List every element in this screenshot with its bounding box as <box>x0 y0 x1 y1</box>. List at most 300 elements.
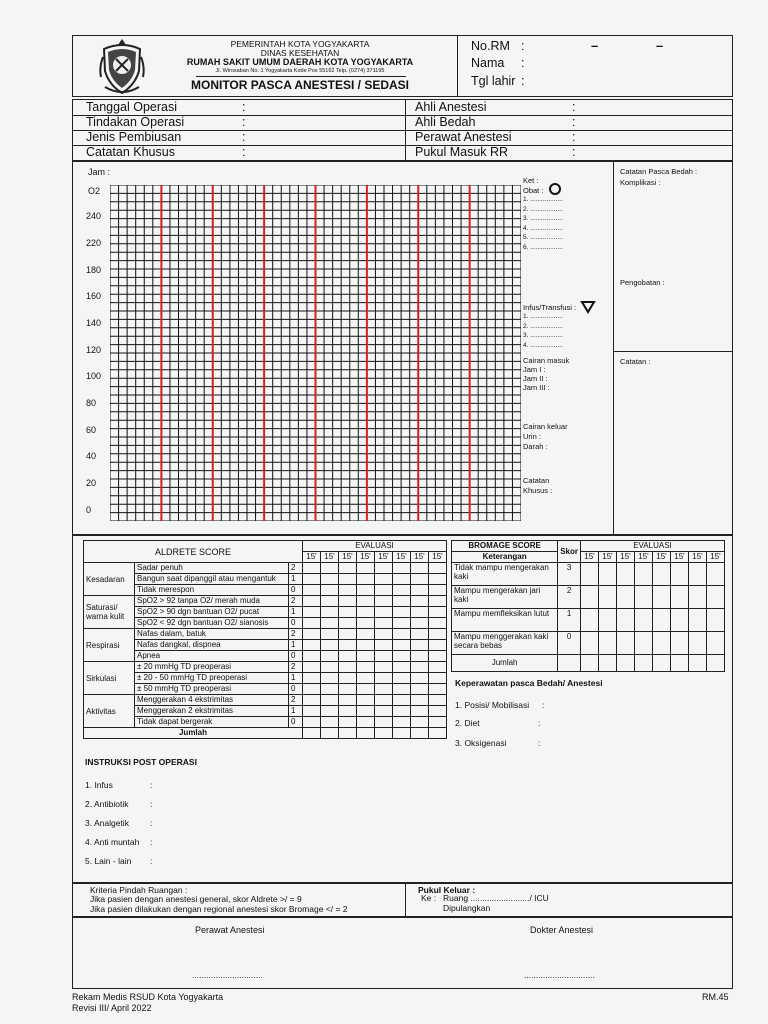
bromage-eval-cell <box>689 609 707 632</box>
aldrete-eval-cell <box>411 651 429 662</box>
aldrete-eval-cell <box>339 662 357 673</box>
aldrete-criterion: Apnea <box>135 651 289 662</box>
bromage-eval-cell <box>689 632 707 655</box>
aldrete-eval-cell <box>375 717 393 728</box>
aldrete-score-value: 1 <box>289 607 303 618</box>
aldrete-eval-cell <box>357 618 375 629</box>
bromage-interval: 15' <box>689 552 707 563</box>
header-address: Jl. Wirosaban No. 1 Yogyakarta Kode Pos 55162 Telp. (0274) 371195 <box>215 68 385 74</box>
aldrete-eval-cell <box>393 684 411 695</box>
aldrete-group-name: Respirasi <box>84 629 135 662</box>
infus-line: 4. .................. <box>523 341 563 349</box>
aldrete-eval-cell <box>339 651 357 662</box>
aldrete-interval: 15' <box>411 552 429 563</box>
aldrete-criterion: Nafas dangkal, dispnea <box>135 640 289 651</box>
bromage-eval-cell <box>671 632 689 655</box>
aldrete-eval-cell <box>429 651 447 662</box>
aldrete-eval-cell <box>429 662 447 673</box>
aldrete-eval-cell <box>411 596 429 607</box>
catatan-label: Catatan <box>523 476 550 485</box>
perawat-signature-line: .............................. <box>192 970 263 980</box>
aldrete-eval-cell <box>393 585 411 596</box>
aldrete-eval-cell <box>321 618 339 629</box>
keperawatan-title: Keperawatan pasca Bedah/ Anestesi <box>455 678 603 688</box>
kriteria-title: Kriteria Pindah Ruangan : <box>90 885 188 895</box>
city-emblem-icon <box>97 37 147 95</box>
aldrete-eval-cell <box>321 706 339 717</box>
aldrete-eval-cell <box>375 662 393 673</box>
aldrete-eval-cell <box>411 585 429 596</box>
bromage-jumlah-cell <box>707 655 725 672</box>
header-rule <box>196 76 406 77</box>
aldrete-eval-cell <box>303 607 321 618</box>
obat-line: 2. .................. <box>523 205 563 213</box>
aldrete-eval-cell <box>321 717 339 728</box>
aldrete-eval-cell <box>339 640 357 651</box>
aldrete-eval-cell <box>375 706 393 717</box>
aldrete-eval-cell <box>339 574 357 585</box>
aldrete-eval-cell <box>339 717 357 728</box>
tanggal-operasi-sep: : <box>242 100 246 114</box>
instruksi-item: 5. Lain - lain <box>85 856 132 866</box>
aldrete-criterion: Menggerakan 2 ekstrimitas <box>135 706 289 717</box>
aldrete-eval-cell <box>321 607 339 618</box>
notes-catatan-label: Catatan : <box>620 357 651 366</box>
aldrete-eval-cell <box>393 695 411 706</box>
aldrete-interval: 15' <box>321 552 339 563</box>
y-tick-label: 80 <box>86 398 97 408</box>
bromage-eval-cell <box>599 632 617 655</box>
aldrete-criterion: SpO2 > 92 tanpa O2/ merah muda <box>135 596 289 607</box>
aldrete-eval-cell <box>357 629 375 640</box>
obat-line: 4. .................. <box>523 224 563 232</box>
aldrete-eval-cell <box>357 596 375 607</box>
nama-label: Nama <box>471 56 505 70</box>
aldrete-eval-cell <box>321 651 339 662</box>
aldrete-eval-cell <box>339 618 357 629</box>
aldrete-score-value: 0 <box>289 717 303 728</box>
aldrete-eval-cell <box>429 695 447 706</box>
aldrete-group-name: Kesadaran <box>84 563 135 596</box>
bromage-eval-cell <box>653 609 671 632</box>
aldrete-eval-cell <box>411 607 429 618</box>
aldrete-eval-cell <box>303 651 321 662</box>
komplikasi-label: Komplikasi : <box>620 178 661 187</box>
aldrete-eval-cell <box>321 640 339 651</box>
aldrete-eval-cell <box>303 640 321 651</box>
aldrete-eval-cell <box>357 717 375 728</box>
aldrete-criterion: SpO2 < 92 dgn bantuan O2/ sianosis <box>135 618 289 629</box>
bromage-criterion: Mampu mengerakan jari kaki <box>452 586 558 609</box>
aldrete-criterion: Sadar penuh <box>135 563 289 574</box>
aldrete-eval-cell <box>303 717 321 728</box>
darah-label: Darah : <box>523 442 548 451</box>
bromage-eval-cell <box>671 563 689 586</box>
aldrete-evaluasi-header: EVALUASI <box>303 541 447 552</box>
pukul-masuk-rr-sep: : <box>572 145 576 159</box>
aldrete-eval-cell <box>393 574 411 585</box>
aldrete-eval-cell <box>339 673 357 684</box>
jam-3-label: Jam III : <box>523 383 550 392</box>
aldrete-interval: 15' <box>393 552 411 563</box>
aldrete-eval-cell <box>411 717 429 728</box>
aldrete-criterion: Tidak dapat bergerak <box>135 717 289 728</box>
aldrete-eval-cell <box>339 607 357 618</box>
aldrete-score-value: 1 <box>289 640 303 651</box>
aldrete-criterion: Menggerakan 4 ekstrimitas <box>135 695 289 706</box>
norm-dash-1: – <box>591 38 599 53</box>
aldrete-interval: 15' <box>357 552 375 563</box>
y-tick-label: 20 <box>86 478 97 488</box>
ahli-bedah-label: Ahli Bedah <box>415 115 476 129</box>
form-title: MONITOR PASCA ANESTESI / SEDASI <box>190 78 410 92</box>
aldrete-jumlah-cell <box>375 728 393 739</box>
aldrete-eval-cell <box>339 596 357 607</box>
infus-label: Infus/Transfusi : <box>523 303 577 312</box>
bromage-eval-cell <box>635 586 653 609</box>
aldrete-eval-cell <box>375 607 393 618</box>
bromage-eval-cell <box>653 586 671 609</box>
bromage-score-value: 0 <box>558 632 581 655</box>
aldrete-eval-cell <box>303 706 321 717</box>
posisi-item: 1. Posisi/ Mobilisasi <box>455 700 530 710</box>
y-tick-label: 120 <box>86 345 102 355</box>
aldrete-eval-cell <box>375 651 393 662</box>
footer-left-1: Rekam Medis RSUD Kota Yogyakarta <box>72 992 224 1002</box>
bromage-score-value: 1 <box>558 609 581 632</box>
ahli-anestesi-sep: : <box>572 100 576 114</box>
infus-line: 3. .................. <box>523 332 563 339</box>
bromage-eval-cell <box>581 586 599 609</box>
bromage-jumlah: Jumlah <box>452 655 558 672</box>
header-divider <box>457 35 458 97</box>
bromage-interval: 15' <box>617 552 635 563</box>
aldrete-group-name: Sirkulasi <box>84 662 135 695</box>
aldrete-group-name: Aktivitas <box>84 695 135 728</box>
jam-2-label: Jam II : <box>523 374 548 383</box>
aldrete-eval-cell <box>393 706 411 717</box>
instruksi-item: 4. Anti muntah <box>85 837 140 847</box>
header-dept: DINAS KESEHATAN <box>260 48 340 58</box>
aldrete-eval-cell <box>375 585 393 596</box>
aldrete-eval-cell <box>375 640 393 651</box>
aldrete-score-value: 0 <box>289 651 303 662</box>
aldrete-eval-cell <box>429 574 447 585</box>
ket-label: Ket : <box>523 176 539 185</box>
bromage-skor-header: Skor <box>558 541 581 563</box>
o2-label: O2 <box>88 186 101 196</box>
bromage-jumlah-cell <box>599 655 617 672</box>
aldrete-criterion: ± 20 mmHg TD preoperasi <box>135 662 289 673</box>
aldrete-eval-cell <box>429 607 447 618</box>
aldrete-interval: 15' <box>303 552 321 563</box>
aldrete-eval-cell <box>411 629 429 640</box>
aldrete-eval-cell <box>393 596 411 607</box>
aldrete-eval-cell <box>303 585 321 596</box>
bromage-eval-cell <box>599 563 617 586</box>
catatan-khusus-sep: : <box>242 145 246 159</box>
tindakan-operasi-sep: : <box>242 115 246 129</box>
bromage-eval-cell <box>617 632 635 655</box>
aldrete-eval-cell <box>357 662 375 673</box>
aldrete-eval-cell <box>393 629 411 640</box>
notes-divider <box>613 161 614 535</box>
khusus-label: Khusus : <box>523 486 553 495</box>
aldrete-eval-cell <box>429 629 447 640</box>
nama-sep: : <box>521 56 525 70</box>
aldrete-eval-cell <box>357 684 375 695</box>
kriteria-line-2: Jika pasien dilakukan dengan regional anestesi skor Bromage </ = 2 <box>90 904 348 914</box>
y-tick-label: 160 <box>86 291 102 301</box>
ke-label: Ke : <box>421 893 437 903</box>
aldrete-score-value: 2 <box>289 662 303 673</box>
bromage-jumlah-skor <box>558 655 581 672</box>
footer-rm-code: RM.45 <box>702 992 729 1002</box>
aldrete-group-name: Saturasi/ warna kulit <box>84 596 135 629</box>
aldrete-eval-cell <box>429 673 447 684</box>
aldrete-eval-cell <box>393 640 411 651</box>
obat-line: 1. .................. <box>523 196 563 203</box>
aldrete-eval-cell <box>411 618 429 629</box>
bromage-jumlah-cell <box>689 655 707 672</box>
aldrete-criterion: ± 50 mmHg TD preoperasi <box>135 684 289 695</box>
y-tick-label: 140 <box>86 318 102 328</box>
bromage-eval-cell <box>617 586 635 609</box>
aldrete-eval-cell <box>357 607 375 618</box>
tgl-lahir-label: Tgl lahir <box>471 74 516 88</box>
bromage-eval-cell <box>689 586 707 609</box>
y-tick-label: 220 <box>86 238 102 248</box>
aldrete-score-table <box>83 540 447 739</box>
instruksi-colon: : <box>150 837 153 847</box>
bromage-eval-cell <box>707 586 725 609</box>
aldrete-eval-cell <box>375 684 393 695</box>
aldrete-score-value: 1 <box>289 706 303 717</box>
aldrete-eval-cell <box>429 585 447 596</box>
tanggal-operasi-label: Tanggal Operasi <box>86 100 178 114</box>
aldrete-eval-cell <box>303 673 321 684</box>
bromage-jumlah-cell <box>635 655 653 672</box>
bromage-jumlah-cell <box>581 655 599 672</box>
aldrete-eval-cell <box>411 684 429 695</box>
aldrete-criterion: Nafas dalam, batuk <box>135 629 289 640</box>
aldrete-eval-cell <box>321 695 339 706</box>
bromage-title: BROMAGE SCORE <box>452 541 558 552</box>
aldrete-score-value: 0 <box>289 684 303 695</box>
aldrete-eval-cell <box>429 706 447 717</box>
jam-1-label: Jam I : <box>523 365 546 374</box>
aldrete-eval-cell <box>393 662 411 673</box>
aldrete-eval-cell <box>303 563 321 574</box>
aldrete-jumlah-cell <box>339 728 357 739</box>
y-tick-label: 180 <box>86 265 102 275</box>
dokter-signature-line: .............................. <box>524 970 595 980</box>
bromage-score-value: 3 <box>558 563 581 586</box>
aldrete-score-value: 1 <box>289 574 303 585</box>
tgl-lahir-sep: : <box>521 74 525 88</box>
aldrete-eval-cell <box>393 607 411 618</box>
diet-item: 2. Diet <box>455 718 480 728</box>
bromage-eval-cell <box>599 609 617 632</box>
bromage-score-value: 2 <box>558 586 581 609</box>
aldrete-eval-cell <box>411 706 429 717</box>
aldrete-eval-cell <box>393 651 411 662</box>
aldrete-score-value: 2 <box>289 695 303 706</box>
aldrete-eval-cell <box>303 684 321 695</box>
aldrete-jumlah-cell <box>303 728 321 739</box>
aldrete-eval-cell <box>339 585 357 596</box>
jam-label: Jam : <box>88 167 111 177</box>
vital-signs-grid <box>110 185 521 521</box>
aldrete-eval-cell <box>357 640 375 651</box>
aldrete-eval-cell <box>375 695 393 706</box>
ahli-bedah-sep: : <box>572 115 576 129</box>
cairan-keluar-label: Cairan keluar <box>523 422 568 431</box>
aldrete-criterion: SpO2 > 90 dgn bantuan O2/ pucat <box>135 607 289 618</box>
dipulangkan-label: Dipulangkan <box>443 903 491 913</box>
aldrete-title: ALDRETE SCORE <box>84 541 303 563</box>
aldrete-eval-cell <box>411 574 429 585</box>
aldrete-eval-cell <box>357 585 375 596</box>
aldrete-eval-cell <box>375 629 393 640</box>
aldrete-eval-cell <box>321 629 339 640</box>
aldrete-eval-cell <box>339 629 357 640</box>
aldrete-eval-cell <box>375 618 393 629</box>
aldrete-eval-cell <box>375 574 393 585</box>
aldrete-eval-cell <box>321 662 339 673</box>
bromage-criterion: Mampu menggerakan kaki secara bebas <box>452 632 558 655</box>
aldrete-eval-cell <box>303 618 321 629</box>
aldrete-eval-cell <box>411 662 429 673</box>
bromage-eval-cell <box>617 563 635 586</box>
bromage-eval-cell <box>689 563 707 586</box>
aldrete-eval-cell <box>429 640 447 651</box>
cairan-masuk-label: Cairan masuk <box>523 356 570 365</box>
aldrete-interval: 15' <box>375 552 393 563</box>
aldrete-score-value: 2 <box>289 596 303 607</box>
pukul-masuk-rr-label: Pukul Masuk RR <box>415 145 509 159</box>
bromage-keterangan-header: Keterangan <box>452 552 558 563</box>
aldrete-criterion: Tidak merespon <box>135 585 289 596</box>
aldrete-eval-cell <box>321 574 339 585</box>
aldrete-eval-cell <box>357 651 375 662</box>
aldrete-jumlah-cell <box>321 728 339 739</box>
aldrete-eval-cell <box>321 563 339 574</box>
infus-line: 1. .................. <box>523 313 563 320</box>
dokter-signature-label: Dokter Anestesi <box>530 925 594 935</box>
obat-circle-icon <box>548 182 562 196</box>
bromage-eval-cell <box>599 586 617 609</box>
norm-dash-2: – <box>656 38 664 53</box>
aldrete-eval-cell <box>303 629 321 640</box>
aldrete-eval-cell <box>357 574 375 585</box>
aldrete-interval: 15' <box>339 552 357 563</box>
aldrete-eval-cell <box>357 706 375 717</box>
instruksi-colon: : <box>150 818 153 828</box>
norm-label: No.RM <box>471 39 510 53</box>
perawat-anestesi-label: Perawat Anestesi <box>415 130 512 144</box>
oksigenasi-item: 3. Oksigenasi <box>455 738 507 748</box>
aldrete-eval-cell <box>393 618 411 629</box>
aldrete-eval-cell <box>303 662 321 673</box>
jenis-pembiusan-sep: : <box>242 130 246 144</box>
bromage-eval-cell <box>671 609 689 632</box>
bromage-evaluasi-header: EVALUASI <box>581 541 725 552</box>
perawat-anestesi-sep: : <box>572 130 576 144</box>
obat-line: 5. .................. <box>523 234 563 241</box>
bromage-eval-cell <box>617 609 635 632</box>
instruksi-item: 2. Antibiotik <box>85 799 129 809</box>
bromage-jumlah-cell <box>617 655 635 672</box>
instruksi-colon: : <box>150 799 153 809</box>
aldrete-eval-cell <box>339 684 357 695</box>
aldrete-jumlah: Jumlah <box>84 728 303 739</box>
norm-sep: : <box>521 39 525 53</box>
y-tick-label: 40 <box>86 451 97 461</box>
bromage-score-table <box>451 540 725 672</box>
aldrete-eval-cell <box>411 673 429 684</box>
pukul-keluar-title: Pukul Keluar : <box>418 885 476 895</box>
aldrete-eval-cell <box>393 563 411 574</box>
aldrete-eval-cell <box>321 684 339 695</box>
aldrete-eval-cell <box>357 673 375 684</box>
aldrete-eval-cell <box>303 596 321 607</box>
ruang-label: Ruang ........................./ ICU <box>443 893 549 903</box>
aldrete-eval-cell <box>429 618 447 629</box>
instruksi-title: INSTRUKSI POST OPERASI <box>85 757 197 767</box>
tindakan-operasi-label: Tindakan Operasi <box>86 115 185 129</box>
bromage-eval-cell <box>707 632 725 655</box>
ahli-anestesi-label: Ahli Anestesi <box>415 100 487 114</box>
infus-line: 2. .................. <box>523 322 563 330</box>
bromage-eval-cell <box>707 609 725 632</box>
obat-label: Obat : <box>523 186 544 195</box>
instruksi-item: 1. Infus <box>85 780 113 790</box>
aldrete-eval-cell <box>339 695 357 706</box>
aldrete-score-value: 2 <box>289 563 303 574</box>
aldrete-eval-cell <box>375 596 393 607</box>
aldrete-eval-cell <box>411 695 429 706</box>
aldrete-criterion: Bangun saat dipanggil atau mengantuk <box>135 574 289 585</box>
bromage-criterion: Mampu memfleksikan lutut <box>452 609 558 632</box>
instruksi-item: 3. Analgetik <box>85 818 129 828</box>
y-tick-label: 100 <box>86 371 102 381</box>
bromage-eval-cell <box>581 609 599 632</box>
aldrete-eval-cell <box>357 695 375 706</box>
aldrete-eval-cell <box>429 684 447 695</box>
aldrete-eval-cell <box>303 574 321 585</box>
aldrete-eval-cell <box>411 640 429 651</box>
bromage-eval-cell <box>653 632 671 655</box>
bromage-eval-cell <box>653 563 671 586</box>
catatan-pasca-bedah-label: Catatan Pasca Bedah : <box>620 167 698 176</box>
bromage-eval-cell <box>581 563 599 586</box>
urin-label: Urin : <box>523 432 541 441</box>
aldrete-eval-cell <box>339 706 357 717</box>
bromage-eval-cell <box>635 563 653 586</box>
catatan-khusus-label: Catatan Khusus <box>86 145 175 159</box>
jenis-pembiusan-label: Jenis Pembiusan <box>86 130 182 144</box>
header-gov: PEMERINTAH KOTA YOGYAKARTA <box>230 39 370 49</box>
y-tick-label: 0 <box>86 505 92 515</box>
header-hospital: RUMAH SAKIT UMUM DAERAH KOTA YOGYAKARTA <box>186 57 414 67</box>
signature-section <box>72 917 733 989</box>
instruksi-colon: : <box>150 856 153 866</box>
bromage-eval-cell <box>581 632 599 655</box>
pengobatan-label: Pengobatan : <box>620 278 665 287</box>
aldrete-score-value: 2 <box>289 629 303 640</box>
aldrete-eval-cell <box>321 673 339 684</box>
